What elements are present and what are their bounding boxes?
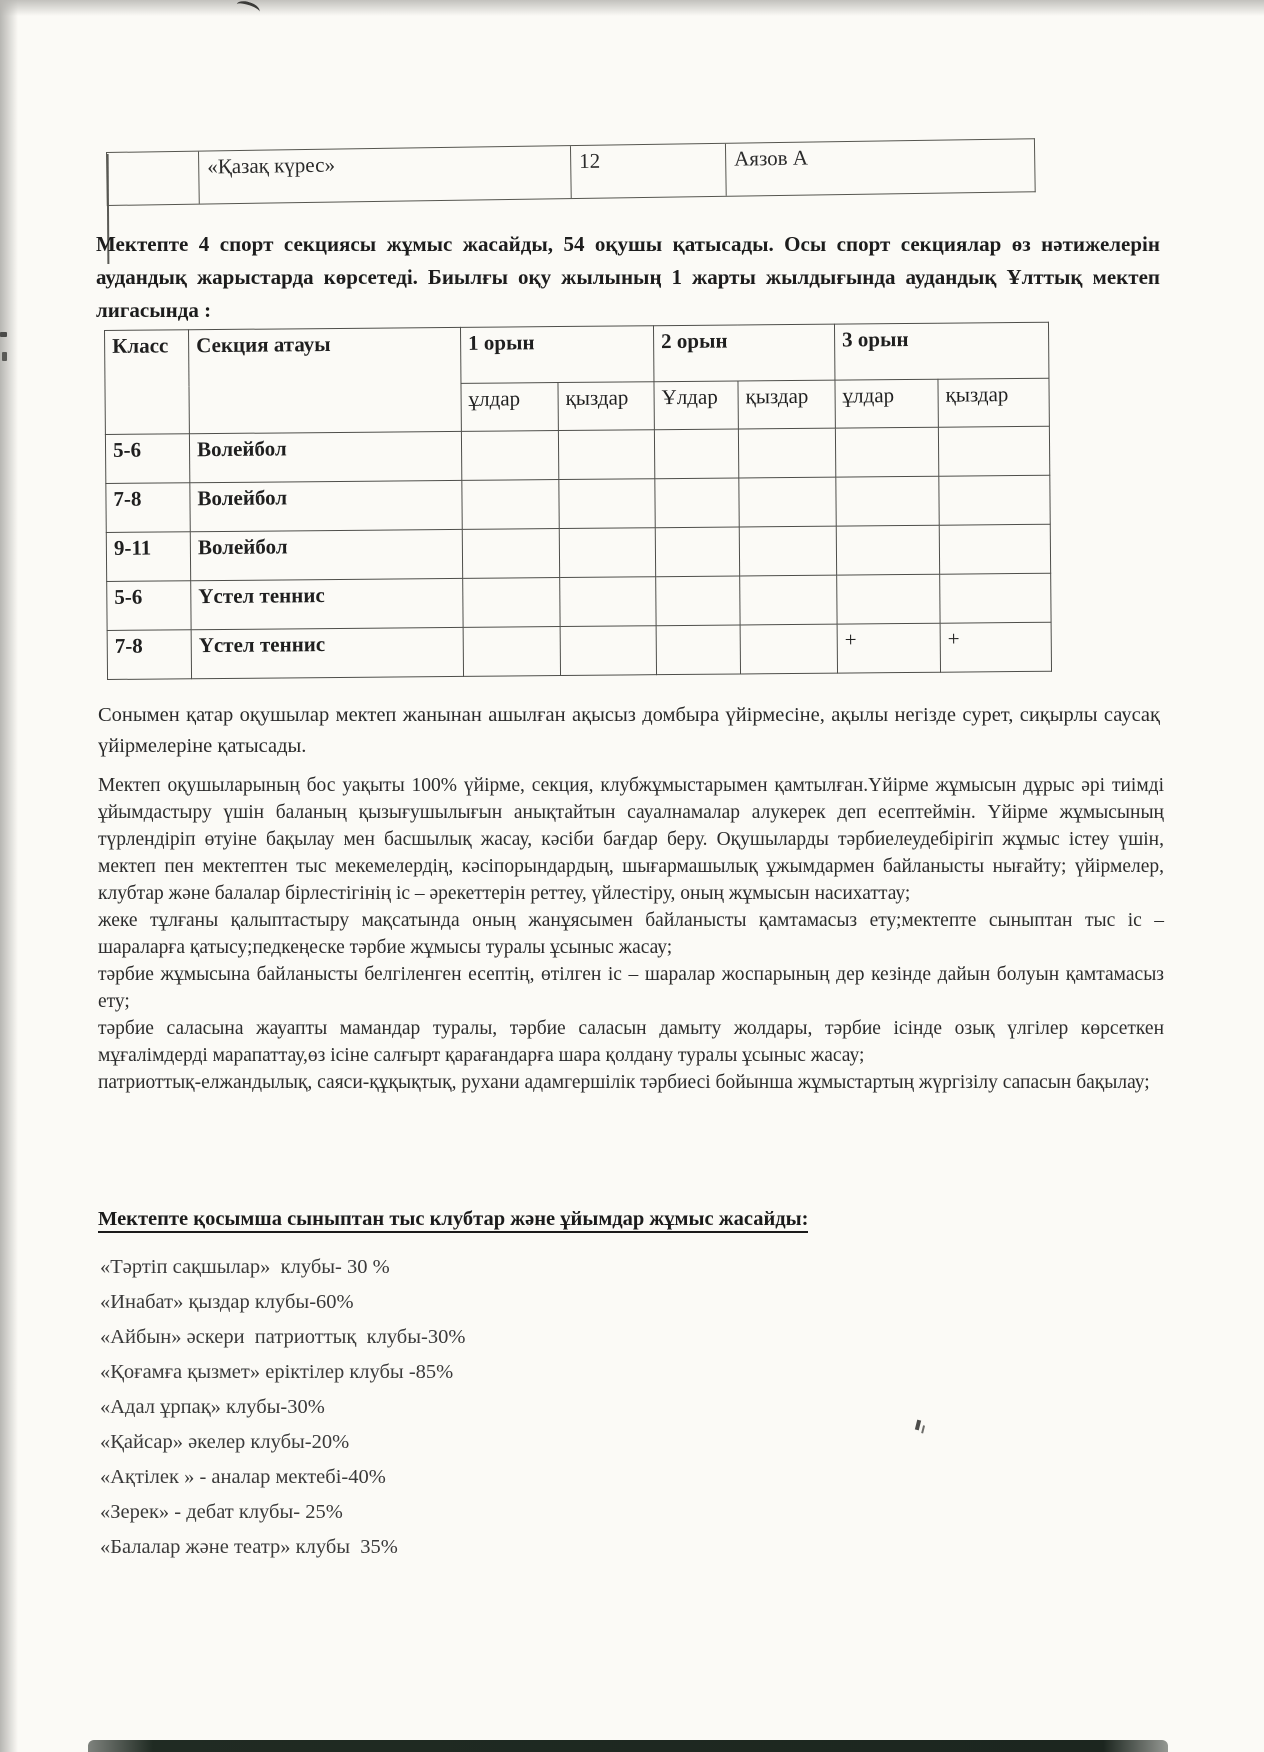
subheader-boys: ұлдар	[835, 379, 938, 428]
result-cell	[656, 625, 740, 675]
coach-name-cell: Аязов А	[725, 139, 1035, 196]
result-cell	[655, 527, 739, 577]
table-row	[106, 138, 1036, 206]
list-item: «Қоғамға қызмет» еріктілер клубы -85%	[100, 1361, 454, 1383]
ink-speck	[2, 352, 7, 361]
table-row	[106, 475, 1050, 532]
result-cell	[559, 479, 655, 529]
scan-edge-left	[0, 0, 18, 1752]
col-header-section: Секция атауы	[189, 327, 462, 433]
list-item: «Айбын» әскери патриоттық клубы-30%	[100, 1326, 466, 1348]
result-cell	[940, 573, 1051, 623]
col-header-class: Класс	[105, 330, 190, 435]
table-cell-empty	[106, 152, 199, 205]
result-cell	[463, 578, 560, 628]
paragraph: тәрбие саласына жауапты мамандар туралы, тәрбие саласын дамыту жолдары, тәрбие ісінде озық үлгілер көрсеткен мұғалімдерді марапаттау,өз ісіне салғырт қарағандарға шара қолдану туралы ұсыныс жасау;	[98, 1018, 1164, 1066]
list-item: «Ақтілек » - аналар мектебі-40%	[100, 1466, 386, 1488]
class-cell: 5-6	[105, 434, 189, 484]
league-table-wrap	[104, 322, 1052, 680]
section-cell: Волейбол	[190, 529, 462, 580]
result-cell	[835, 427, 938, 477]
subheader-boys: ұлдар	[461, 383, 558, 432]
table-row	[107, 622, 1051, 679]
col-header-place2: 2 орын	[653, 324, 834, 382]
paragraph-free-clubs: Сонымен қатар оқушылар мектеп жанынан ашылған ақысыз домбыра үйірмесіне, ақылы негізде сурет, сиқырлы саусақ үйірмелеріне қатысады.	[98, 704, 1160, 757]
col-header-place3: 3 орын	[834, 322, 1048, 380]
result-cell	[836, 525, 939, 575]
section-name-cell: «Қазақ күрес»	[198, 146, 571, 204]
table-row	[106, 524, 1050, 581]
result-cell	[656, 576, 740, 626]
top-table-fragment	[106, 138, 1036, 206]
subheader-girls: қыздар	[938, 378, 1049, 427]
result-cell	[938, 426, 1049, 476]
result-cell	[939, 524, 1050, 574]
result-cell	[462, 480, 559, 530]
paragraph: жеке тұлғаны қалыптастыру мақсатында оның жанұясымен байланысты қамтамасыз ету;мектепте сыныптан тыс іс – шараларға қатысу;педкеңеске тәрбие жұмысы туралы ұсыныс жасау;	[98, 910, 1164, 958]
list-item: «Адал ұрпақ» клубы-30%	[100, 1396, 325, 1418]
table-row	[107, 573, 1051, 630]
section-cell: Үстел теннис	[191, 627, 463, 678]
section-cell: Үстел теннис	[191, 578, 463, 629]
clubs-list	[100, 1250, 1100, 1565]
paragraph: Мектеп оқушыларының бос уақыты 100% үйірме, секция, клубжұмыстарымен қамтылған.Үйірме жұмысын дұрыс әрі тиімді ұйымдастыру үшін баланың қызығушылығын анықтайтын сауалнамалар алукерек деп есептеймін. Үйірме жұмысының түрлендіріп өтуіне бақылау мен басшылық жасау, кәсіби бағдар беру. Оқушыларды тәрбиелеудебірігіп жұмыс істеу үшін, мектеп пен мектептен тыс мекемелердің, кәсіпорындардың, шығармашылық ұжымдармен байланысты нығайту; үйірмелер, клубтар және балалар бірлестігінің іс – әрекеттерін реттеу, үйлестіру, оның жұмысын насихаттау;	[98, 775, 1164, 904]
result-cell	[654, 429, 738, 479]
subheader-girls: қыздар	[738, 380, 835, 429]
subheader-girls: қыздар	[558, 382, 654, 431]
result-cell	[655, 478, 739, 528]
section-cell: Волейбол	[190, 480, 462, 531]
list-item: «Инабат» қыздар клубы-60%	[100, 1291, 354, 1313]
class-cell: 9-11	[106, 532, 190, 582]
list-item: «Қайсар» әкелер клубы-20%	[100, 1431, 350, 1453]
participant-count-cell: 12	[570, 144, 726, 198]
result-cell	[837, 574, 940, 624]
paragraph: тәрбие жұмысына байланысты белгіленген есептің, өтілген іс – шаралар жоспарының дер кезінде дайын болуын қамтамасыз ету;	[98, 964, 1164, 1012]
result-cell	[558, 430, 654, 480]
table-row	[105, 426, 1049, 483]
class-cell: 7-8	[106, 483, 190, 533]
list-item: «Зерек» - дебат клубы- 25%	[100, 1501, 343, 1523]
class-cell: 7-8	[107, 630, 191, 680]
result-cell	[462, 529, 559, 579]
result-cell	[560, 577, 656, 627]
result-cell	[836, 476, 939, 526]
result-cell	[939, 475, 1050, 525]
class-cell: 5-6	[107, 581, 191, 631]
scan-bottom-band	[88, 1740, 1168, 1752]
list-item: «Тәртіп сақшылар» клубы- 30 %	[100, 1256, 390, 1278]
section-cell: Волейбол	[189, 431, 461, 482]
scan-edge-top	[0, 0, 1264, 16]
result-cell	[740, 575, 837, 625]
result-cell-plus: +	[837, 623, 940, 673]
result-cell	[559, 528, 655, 578]
col-header-place1: 1 орын	[460, 326, 653, 384]
ink-speck	[0, 332, 7, 337]
result-cell-plus: +	[940, 622, 1051, 672]
result-cell	[560, 626, 656, 676]
body-text-block	[98, 772, 1164, 1096]
result-cell	[738, 428, 835, 478]
subheader-boys: Ұлдар	[654, 381, 738, 430]
result-cell	[740, 624, 837, 674]
result-cell	[739, 477, 836, 527]
list-item: «Балалар және театр» клубы 35%	[100, 1536, 398, 1558]
league-table	[104, 322, 1052, 680]
paragraph: патриоттық-елжандылық, саяси-құқықтық, рухани адамгершілік тәрбиесі бойынша жұмыстартың жүргізілу сапасын бақылау;	[98, 1072, 1150, 1093]
result-cell	[739, 526, 836, 576]
result-cell	[461, 431, 558, 481]
intro-paragraph: Мектепте 4 спорт секциясы жұмыс жасайды, 54 оқушы қатысады. Осы спорт секциялар өз нәтижелерін аудандық жарыстарда көрсетеді. Биылғы оқу жылының 1 жарты жылдығында аудандық Ұлттық мектеп лигасында :	[96, 232, 1160, 322]
result-cell	[463, 627, 560, 677]
clubs-heading: Мектепте қосымша сыныптан тыс клубтар және ұйымдар жұмыс жасайды:	[98, 1208, 1164, 1231]
